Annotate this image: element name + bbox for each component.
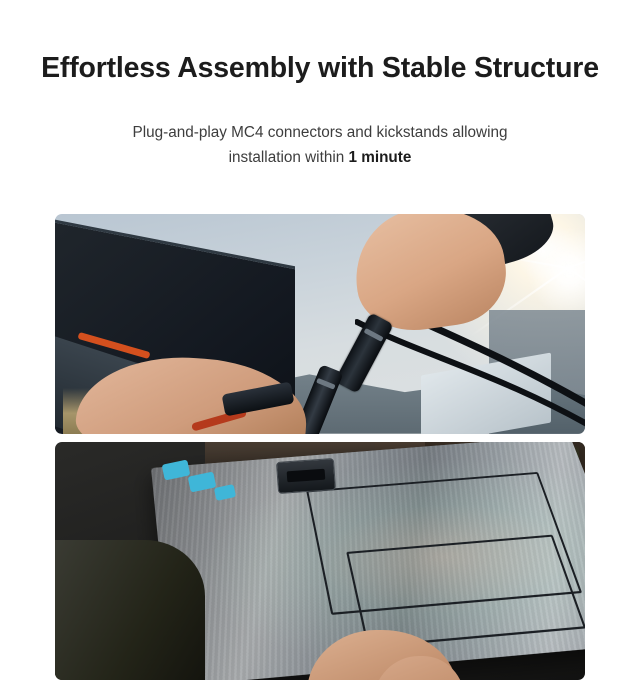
page-title: Effortless Assembly with Stable Structure [41, 52, 599, 84]
person-sleeve [55, 540, 205, 680]
mc4-connectors-photo [55, 214, 585, 434]
solar-panel-kickstand-photo [55, 442, 585, 680]
kickstand-bracket [276, 458, 336, 494]
photo-stack [55, 214, 585, 680]
page-subtitle [133, 120, 508, 170]
subtitle-emphasis: 1 minute [348, 149, 412, 167]
subtitle-line-1: Plug-and-play MC4 connectors and kickstands allowing [132, 123, 508, 141]
subtitle-line-2-prefix: installation within [228, 149, 349, 167]
